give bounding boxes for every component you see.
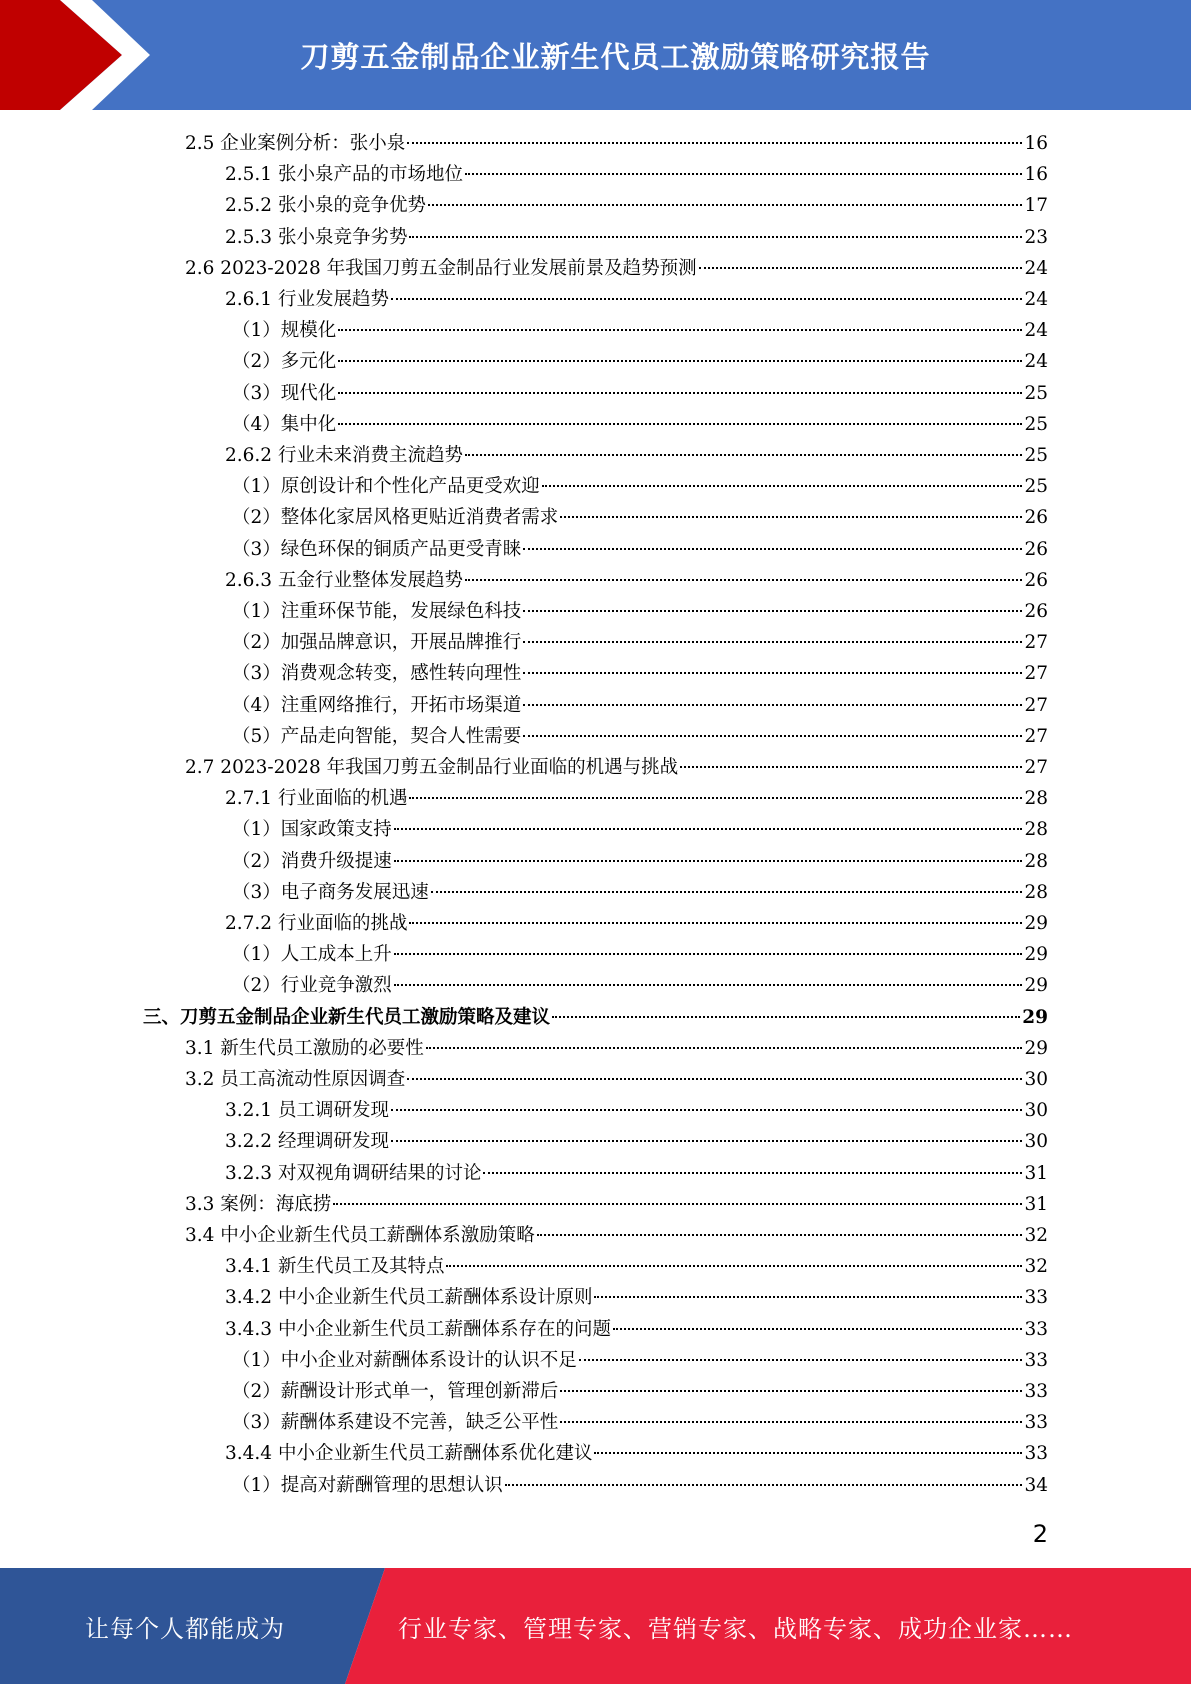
- toc-entry-page: 16: [1024, 164, 1048, 186]
- toc-leader-dots: [394, 953, 1023, 955]
- toc-entry-page: 30: [1024, 1131, 1048, 1153]
- toc-leader-dots: [409, 922, 1022, 924]
- toc-entry-page: 25: [1024, 382, 1048, 404]
- toc-entry-label: （4）注重网络推行，开拓市场渠道: [232, 694, 522, 716]
- toc-entry-label: 2.6 2023-2028 年我国刀剪五金制品行业发展前景及趋势预测: [185, 257, 697, 279]
- toc-entry-page: 30: [1024, 1069, 1048, 1090]
- toc-entry-page: 33: [1024, 1381, 1048, 1402]
- toc-entry-page: 17: [1024, 195, 1048, 217]
- toc-leader-dots: [391, 1140, 1022, 1142]
- toc-entry-page: 32: [1024, 1256, 1048, 1278]
- toc-leader-dots: [505, 1484, 1023, 1486]
- toc-entry[interactable]: [185, 752, 1048, 783]
- toc-entry[interactable]: [232, 690, 1048, 721]
- toc-leader-dots: [579, 1359, 1023, 1361]
- toc-leader-dots: [338, 423, 1022, 425]
- toc-entry[interactable]: [232, 846, 1048, 877]
- toc-entry[interactable]: [232, 596, 1048, 627]
- toc-entry-page: 23: [1024, 226, 1048, 248]
- toc-entry-page: 16: [1024, 133, 1048, 154]
- toc-entry[interactable]: [232, 534, 1048, 565]
- toc-leader-dots: [431, 891, 1023, 893]
- toc-entry-page: 27: [1024, 757, 1048, 778]
- toc-leader-dots: [680, 766, 1022, 768]
- toc-entry-label: （2）多元化: [232, 351, 337, 373]
- toc-entry[interactable]: [232, 970, 1048, 1001]
- toc-leader-dots: [560, 516, 1022, 518]
- toc-entry-page: 29: [1024, 944, 1048, 966]
- toc-leader-dots: [523, 641, 1022, 643]
- toc-leader-dots: [394, 828, 1023, 830]
- toc-leader-dots: [338, 329, 1022, 331]
- toc-entry[interactable]: [225, 1314, 1048, 1345]
- toc-entry-label: 2.5 企业案例分析：张小泉: [185, 133, 406, 154]
- toc-entry-label: 2.5.2 张小泉的竞争优势: [225, 195, 426, 217]
- toc-entry-label: 2.7.1 行业面临的机遇: [225, 788, 408, 810]
- toc-entry-page: 29: [1024, 1037, 1048, 1059]
- toc-entry-page: 26: [1024, 569, 1048, 591]
- toc-entry-label: （3）薪酬体系建设不完善，缺乏公平性: [232, 1412, 559, 1434]
- toc-entry[interactable]: [232, 627, 1048, 658]
- toc-entry[interactable]: [232, 378, 1048, 409]
- toc-leader-dots: [394, 984, 1023, 986]
- toc-entry-page: 28: [1024, 819, 1048, 841]
- toc-entry-label: 三、刀剪五金制品企业新生代员工激励策略及建议: [143, 1006, 551, 1028]
- toc-leader-dots: [594, 1452, 1022, 1454]
- toc-entry[interactable]: [232, 658, 1048, 689]
- toc-entry-label: （3）现代化: [232, 382, 337, 404]
- toc-entry[interactable]: [225, 1095, 1048, 1126]
- toc-entry-label: 3.4 中小企业新生代员工薪酬体系激励策略: [185, 1225, 535, 1246]
- toc-entry-label: （1）注重环保节能，发展绿色科技: [232, 601, 522, 622]
- toc-entry-label: （2）整体化家居风格更贴近消费者需求: [232, 507, 559, 529]
- toc-leader-dots: [465, 454, 1022, 456]
- toc-entry-label: 2.6.3 五金行业整体发展趋势: [225, 569, 463, 591]
- toc-entry-page: 33: [1024, 1318, 1048, 1340]
- toc-entry-label: 3.2.1 员工调研发现: [225, 1100, 389, 1122]
- toc-entry[interactable]: [185, 1033, 1048, 1064]
- toc-entry[interactable]: [232, 939, 1048, 970]
- toc-entry-label: 3.3 案例：海底捞: [185, 1193, 332, 1215]
- toc-entry-label: （5）产品走向智能，契合人性需要: [232, 725, 522, 747]
- toc-entry-label: 3.4.4 中小企业新生代员工薪酬体系优化建议: [225, 1443, 593, 1465]
- toc-entry[interactable]: [232, 471, 1048, 502]
- toc-entry-page: 28: [1024, 850, 1048, 872]
- toc-leader-dots: [407, 1078, 1022, 1080]
- toc-entry[interactable]: [225, 190, 1048, 221]
- toc-entry-page: 27: [1024, 725, 1048, 747]
- toc-entry[interactable]: [185, 1064, 1048, 1095]
- toc-entry-page: 27: [1024, 694, 1048, 716]
- toc-entry[interactable]: [225, 1158, 1048, 1189]
- toc-leader-dots: [537, 1234, 1023, 1236]
- toc-leader-dots: [446, 1265, 1022, 1267]
- toc-entry[interactable]: [232, 721, 1048, 752]
- toc-entry-page: 27: [1024, 663, 1048, 685]
- footer-slogan-left: 让每个人都能成为: [85, 1614, 285, 1643]
- toc-leader-dots: [391, 298, 1022, 300]
- toc-entry[interactable]: [232, 1345, 1048, 1376]
- toc-leader-dots: [407, 142, 1022, 144]
- toc-leader-dots: [409, 236, 1022, 238]
- toc-entry[interactable]: [225, 565, 1048, 596]
- toc-entry-page: 33: [1024, 1412, 1048, 1434]
- toc-leader-dots: [523, 548, 1022, 550]
- toc-entry-page: 30: [1024, 1100, 1048, 1122]
- toc-leader-dots: [338, 360, 1022, 362]
- toc-entry-label: （3）绿色环保的铜质产品更受青睐: [232, 538, 522, 560]
- toc-entry[interactable]: [185, 128, 1048, 159]
- toc-entry[interactable]: [232, 502, 1048, 533]
- toc-entry-page: 29: [1022, 1006, 1048, 1028]
- toc-entry-page: 32: [1024, 1225, 1048, 1246]
- toc-leader-dots: [699, 267, 1023, 269]
- toc-entry[interactable]: [225, 1126, 1048, 1157]
- toc-entry-page: 25: [1024, 476, 1048, 498]
- toc-entry-label: （1）中小企业对薪酬体系设计的认识不足: [232, 1349, 577, 1371]
- toc-entry-page: 31: [1024, 1162, 1048, 1184]
- toc-leader-dots: [426, 1047, 1023, 1049]
- footer-slogan-right: 行业专家、管理专家、营销专家、战略专家、成功企业家……: [398, 1614, 1073, 1643]
- toc-entry[interactable]: [232, 1470, 1048, 1501]
- toc-leader-dots: [338, 392, 1022, 394]
- toc-entry[interactable]: [185, 1220, 1048, 1251]
- toc-entry-page: 24: [1024, 351, 1048, 373]
- toc-leader-dots: [594, 1296, 1022, 1298]
- toc-entry-label: （3）电子商务发展迅速: [232, 881, 429, 903]
- toc-leader-dots: [542, 485, 1023, 487]
- toc-entry-label: 2.5.1 张小泉产品的市场地位: [225, 164, 463, 186]
- toc-entry-label: 3.2 员工高流动性原因调查: [185, 1069, 406, 1090]
- toc-entry[interactable]: [232, 409, 1048, 440]
- page-header: [0, 0, 1191, 110]
- toc-leader-dots: [333, 1203, 1022, 1205]
- toc-entry[interactable]: [232, 1376, 1048, 1407]
- toc-entry-label: 2.5.3 张小泉竞争劣势: [225, 226, 408, 248]
- toc-entry-page: 25: [1024, 445, 1048, 466]
- toc-entry-page: 29: [1024, 913, 1048, 934]
- toc-entry-page: 33: [1024, 1287, 1048, 1309]
- toc-entry-label: （2）行业竞争激烈: [232, 975, 392, 997]
- toc-entry[interactable]: [232, 1407, 1048, 1438]
- toc-entry-label: 2.7.2 行业面临的挑战: [225, 913, 408, 934]
- toc-entry-label: （2）加强品牌意识，开展品牌推行: [232, 632, 522, 654]
- toc-leader-dots: [483, 1172, 1022, 1174]
- toc-leader-dots: [523, 704, 1022, 706]
- toc-entry[interactable]: [232, 877, 1048, 908]
- toc-leader-dots: [428, 204, 1022, 206]
- toc-entry[interactable]: [143, 1002, 1048, 1033]
- toc-entry-label: 2.6.2 行业未来消费主流趋势: [225, 445, 463, 466]
- toc-entry-page: 24: [1024, 289, 1048, 310]
- toc-entry-page: 34: [1024, 1474, 1048, 1496]
- toc-entry-page: 26: [1024, 601, 1048, 622]
- toc-leader-dots: [523, 610, 1022, 612]
- toc-entry-label: （1）提高对薪酬管理的思想认识: [232, 1474, 503, 1496]
- toc-entry[interactable]: [225, 1282, 1048, 1313]
- toc-entry-page: 24: [1024, 320, 1048, 342]
- toc-entry-page: 26: [1024, 507, 1048, 529]
- toc-entry[interactable]: [185, 1189, 1048, 1220]
- toc-entry-label: （3）消费观念转变，感性转向理性: [232, 663, 522, 685]
- toc-leader-dots: [465, 579, 1022, 581]
- toc-entry-label: （1）人工成本上升: [232, 944, 392, 966]
- toc-leader-dots: [391, 1109, 1022, 1111]
- toc-entry-label: 3.4.3 中小企业新生代员工薪酬体系存在的问题: [225, 1318, 611, 1340]
- toc-leader-dots: [394, 860, 1023, 862]
- toc-entry-label: 3.2.3 对双视角调研结果的讨论: [225, 1162, 482, 1184]
- toc-entry-page: 25: [1024, 413, 1048, 435]
- toc-entry-label: （1）国家政策支持: [232, 819, 392, 841]
- toc-leader-dots: [613, 1328, 1022, 1330]
- toc-entry[interactable]: [232, 315, 1048, 346]
- toc-entry[interactable]: [225, 222, 1048, 253]
- toc-entry-label: （2）薪酬设计形式单一，管理创新滞后: [232, 1381, 559, 1402]
- toc-entry[interactable]: [225, 159, 1048, 190]
- toc-entry-page: 26: [1024, 538, 1048, 560]
- toc-entry[interactable]: [225, 284, 1048, 315]
- toc-entry-label: 2.7 2023-2028 年我国刀剪五金制品行业面临的机遇与挑战: [185, 757, 679, 778]
- toc-leader-dots: [523, 672, 1022, 674]
- toc-entry-page: 31: [1024, 1193, 1048, 1215]
- toc-entry-label: （4）集中化: [232, 413, 337, 435]
- toc-entry-page: 33: [1024, 1443, 1048, 1465]
- toc-entry[interactable]: [232, 814, 1048, 845]
- toc-entry[interactable]: [225, 1251, 1048, 1282]
- toc-leader-dots: [409, 797, 1022, 799]
- toc-leader-dots: [523, 735, 1022, 737]
- toc-entry-label: 2.6.1 行业发展趋势: [225, 289, 389, 310]
- page-number: 2: [1032, 1520, 1048, 1548]
- toc-entry-label: 3.4.2 中小企业新生代员工薪酬体系设计原则: [225, 1287, 593, 1309]
- toc-leader-dots: [465, 173, 1022, 175]
- toc-entry[interactable]: [225, 783, 1048, 814]
- toc-entry-page: 27: [1024, 632, 1048, 654]
- toc-entry-label: （1）原创设计和个性化产品更受欢迎: [232, 476, 540, 498]
- toc-entry-label: （1）规模化: [232, 320, 337, 342]
- toc-entry-label: 3.2.2 经理调研发现: [225, 1131, 389, 1153]
- toc-leader-dots: [552, 1016, 1020, 1018]
- toc-entry-page: 24: [1024, 257, 1048, 279]
- toc-entry[interactable]: [225, 440, 1048, 471]
- toc-entry-label: （2）消费升级提速: [232, 850, 392, 872]
- toc-entry-page: 28: [1024, 788, 1048, 810]
- toc-entry[interactable]: [185, 253, 1048, 284]
- toc-entry-label: 3.1 新生代员工激励的必要性: [185, 1037, 424, 1059]
- toc-entry-page: 33: [1024, 1349, 1048, 1371]
- toc-entry-page: 28: [1024, 881, 1048, 903]
- toc-entry-label: 3.4.1 新生代员工及其特点: [225, 1256, 445, 1278]
- toc-entry[interactable]: [225, 908, 1048, 939]
- toc-leader-dots: [560, 1390, 1022, 1392]
- toc-entry[interactable]: [232, 346, 1048, 377]
- report-title: 刀剪五金制品企业新生代员工激励策略研究报告: [300, 39, 931, 74]
- toc-entry-page: 29: [1024, 975, 1048, 997]
- page-footer: [0, 1568, 1191, 1684]
- toc-leader-dots: [560, 1421, 1022, 1423]
- toc-entry[interactable]: [225, 1438, 1048, 1469]
